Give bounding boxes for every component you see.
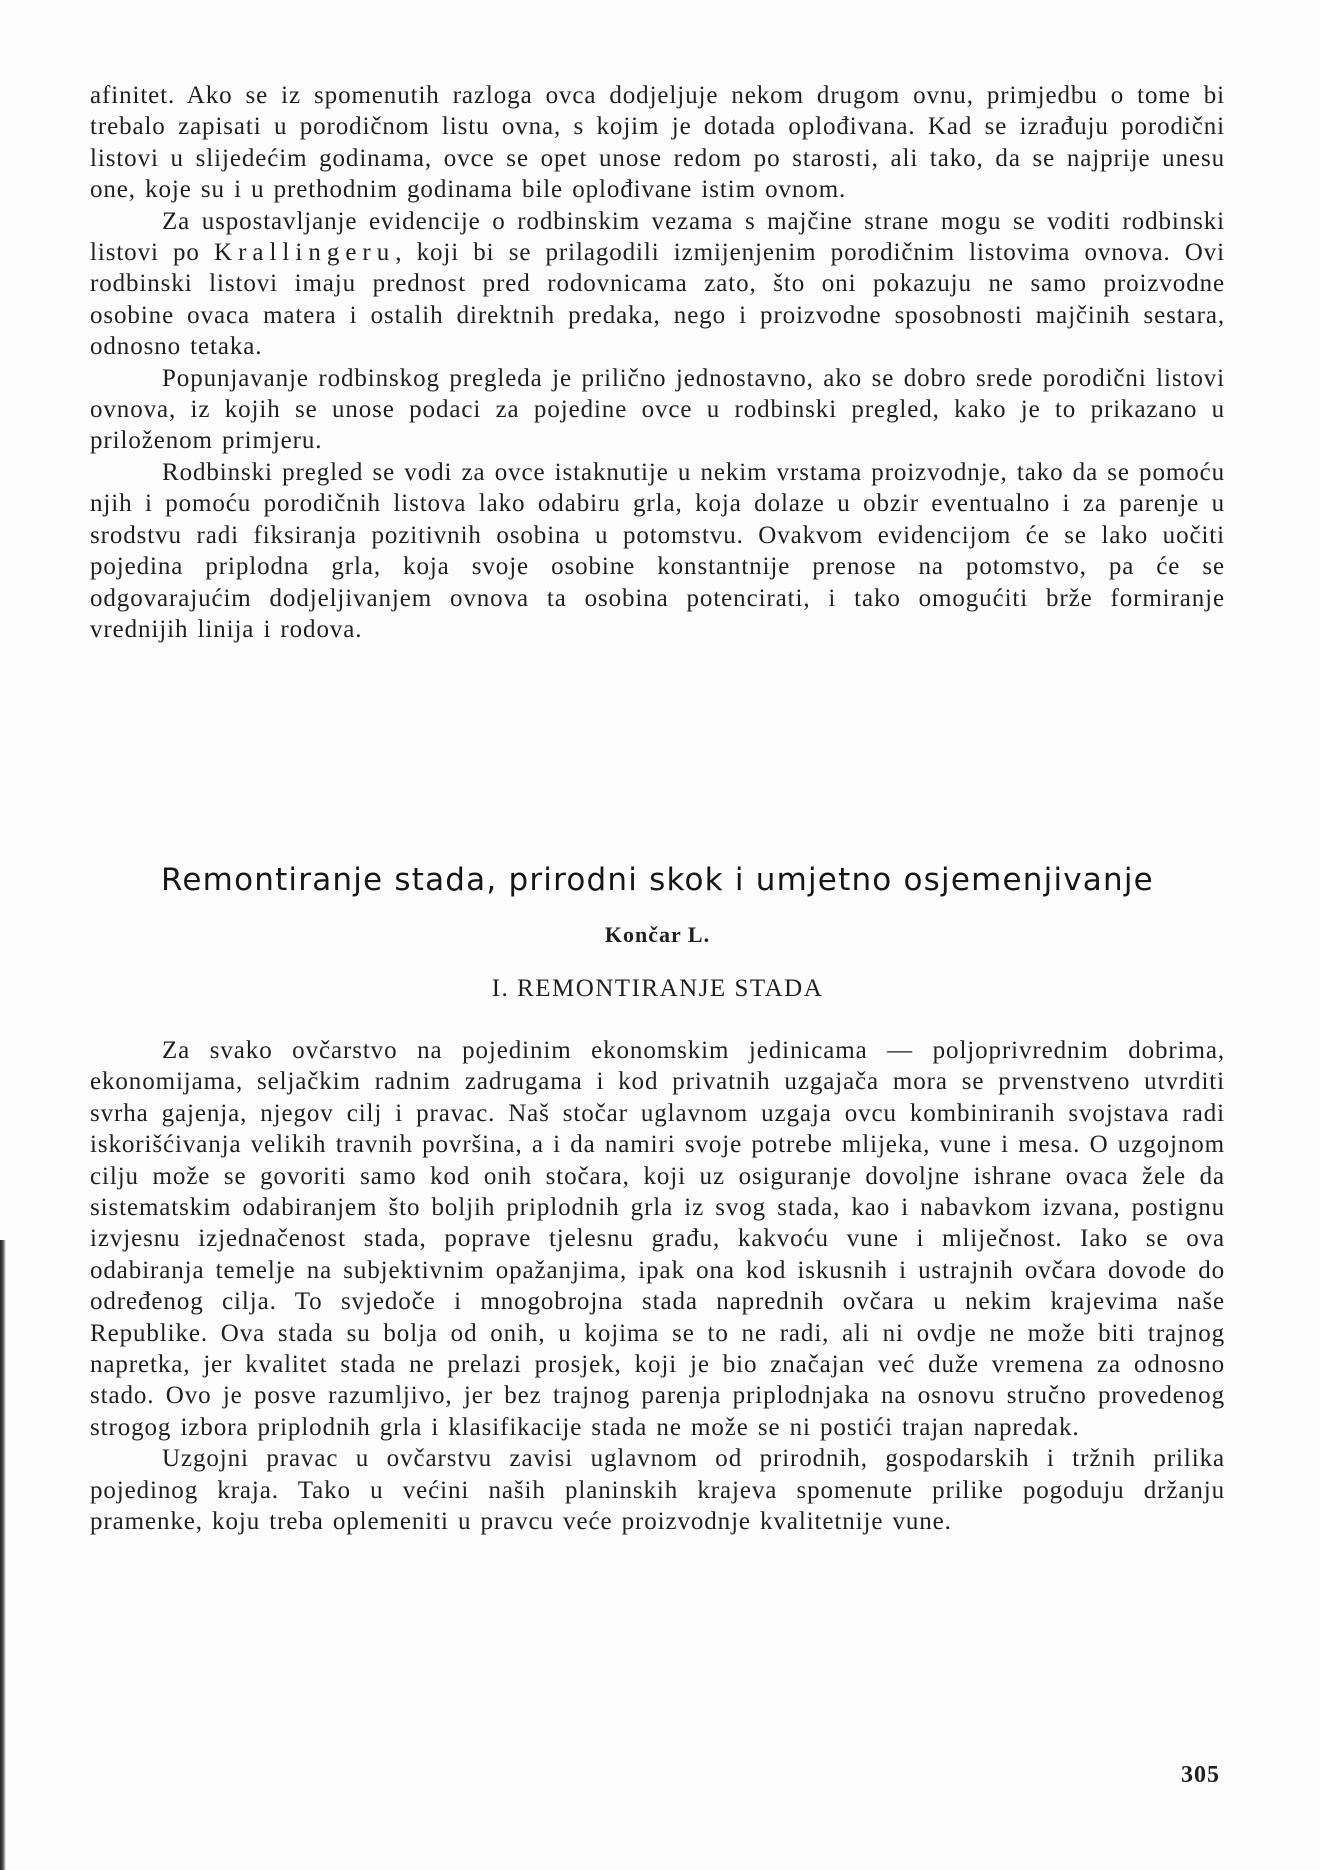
paragraph-text: Za uspostavljanje evidencije o rodbinskim vezama s majčine strane mogu se voditi rodbinski listovi po [90,207,1225,267]
paragraph-rodbinski-listovi [90,206,1225,363]
article-title: Remontiranje stada, prirodni skok i umjetno osjemenjivanje [161,862,1154,898]
paragraph-uzgojni-pravac: Uzgojni pravac u ovčarstvu zavisi uglavnom od prirodnih, gospodarskih i tržnih prilika pojedinog kraja. Tako u većini naših planinskih krajeva spomenute prilike pogoduju držanju pramenke, koju treba oplemeniti u pravcu veće proizvodnje kvalitetnije vune. [90,1445,1225,1536]
scan-edge-shadow [0,1240,6,1870]
top-text-block [90,80,1225,645]
paragraph-continued: afinitet. Ako se iz spomenutih razloga ovca dodjeljuje nekom drugom ovnu, primjedbu o tome bi trebalo zapisati u porodičnom listu ovna, s kojim je dotada oplođivana. Kad se izrađuju porodični listovi u slijedećim godinama, ovce se opet unose redom po starosti, ali tako, da se najprije unesu one, koje su i u prethodnim godinama bile oplođivane istim ovnom. [90,82,1225,204]
section-heading: I. REMONTIRANJE STADA [491,975,824,1002]
paragraph-ovcarstvo: Za svako ovčarstvo na pojedinim ekonomskim jedinicama — poljoprivrednim dobrima, ekonomijama, seljačkim radnim zadrugama i kod privatnih uzgajača mora se prvenstveno utvrditi svrha gajenja, njegov cilj i pravac. Naš stočar uglavnom uzgaja ovcu kombiniranih svojstava radi iskorišćivanja velikih travnih površina, a i da namiri svoje potrebe mlijeka, vune i mesa. O uzgojnom cilju može se govoriti samo kod onih stočara, koji uz osiguranje dovoljne ishrane ovaca žele da sistematskim odabiranjem što boljih priplodnih grla iz svog stada, kao i nabavkom izvana, postignu izvjesnu izjednačenost stada, poprave tjelesnu građu, kakvoću vune i mliječnost. Iako se ova odabiranja temelje na subjektivnim opažanjima, ipak ona kod iskusnih i ustrajnih ovčara dovode do određenog cilja. To svjedoče i mnogobrojna stada naprednih ovčara u nekim krajevima naše Republike. Ova stada su bolja od onih, u kojima se to ne radi, ali ni ovdje ne može biti trajnog napretka, jer kvalitet stada ne prelazi prosjek, koji je bio značajan već duže vremena za odnosno stado. Ovo je posve razumljivo, jer bez trajnog parenja priplodnjaka na osnovu stručno provedenog strogog izbora priplodnih grla i klasifikacije stada ne može se ni postići trajan napredak. [90,1037,1225,1441]
paragraph-text: , koji bi se prilagodili izmijenjenim porodičnim listovima ovnova. Ovi rodbinski listovi imaju prednost pred rodovnicama zato, što oni pokazuju ne samo proizvodne osobine ovaca matera i ostalih direktnih predaka, nego i proizvodne sposobnosti majčinih sestara, odnosno tetaka. [90,239,1226,361]
bottom-text-block [90,1035,1225,1538]
paragraph-rodbinski-pregled: Rodbinski pregled se vodi za ovce istaknutije u nekim vrstama proizvodnje, tako da se pomoću njih i pomoću porodičnih listova lako odabiru grla, koja dolaze u obzir eventualno i za parenje u srodstvu radi fiksiranja pozitivnih osobina u potomstvu. Ovakvom evidencijom će se lako uočiti pojedina priplodna grla, koja svoje osobine konstantnije prenose na potomstvo, pa će se odgovarajućim dodjeljivanjem ovnova ta osobina potencirati, i tako omogućiti brže formiranje vrednijih linija i rodova. [90,458,1225,643]
page-number: 305 [1181,1762,1220,1788]
article-author: Končar L. [604,922,711,947]
author-name-krallinger: Krallingeru [214,239,396,267]
paragraph-popunjavanje: Popunjavanje rodbinskog pregleda je prilično jednostavno, ako se dobro srede porodični listovi ovnova, iz kojih se unose podaci za pojedine ovce u rodbinski pregled, kako je to prikazano u priloženom primjeru. [90,364,1225,455]
